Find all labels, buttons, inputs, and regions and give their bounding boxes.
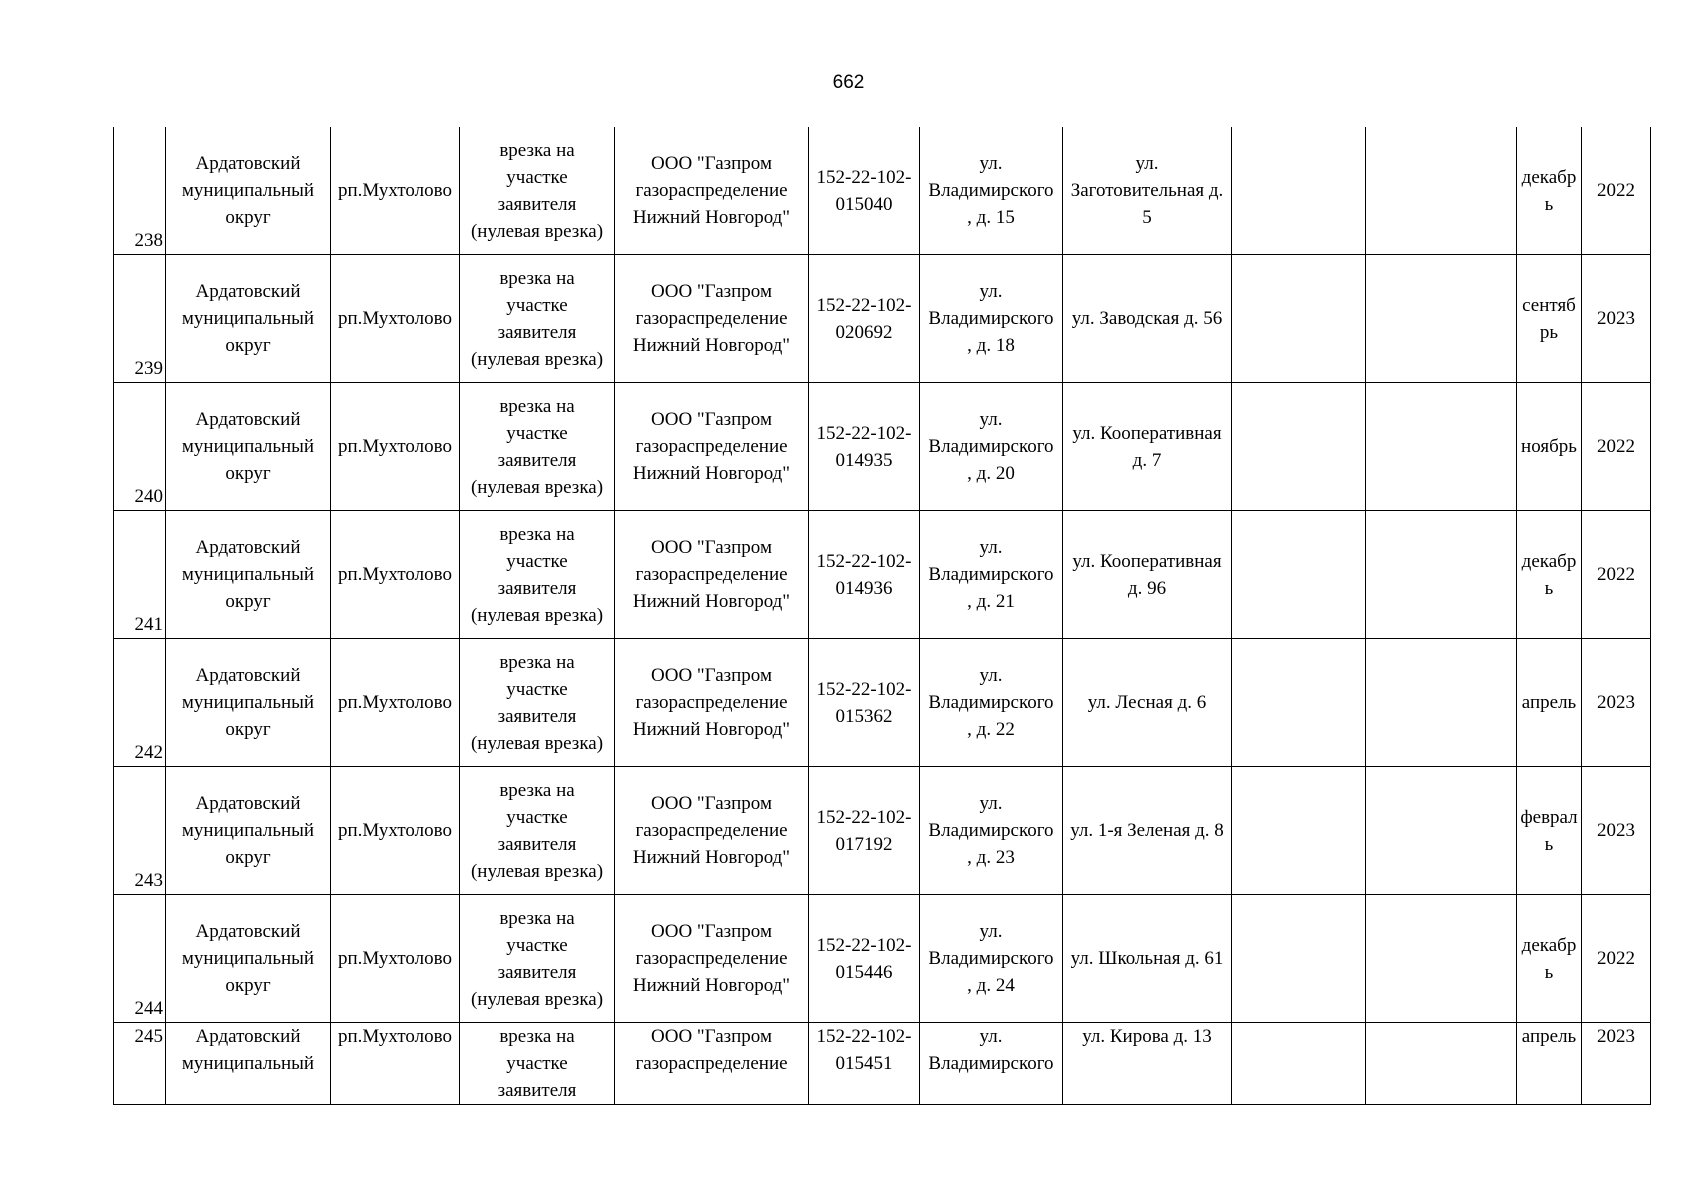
district-cell — [166, 639, 331, 767]
object-address-cell-line: Владимирского — [928, 948, 1054, 969]
connection-method-cell-line: врезка на — [499, 395, 575, 417]
empty-cell-a — [1232, 895, 1366, 1023]
empty-cell-a — [1232, 383, 1366, 511]
empty-cell-b — [1366, 383, 1517, 511]
application-code-cell — [809, 383, 920, 511]
object-address-cell — [920, 255, 1063, 383]
district-cell — [166, 511, 331, 639]
district-cell — [166, 255, 331, 383]
connection-method-cell-line: заявителя — [497, 1080, 577, 1101]
object-address-cell-line: , д. 18 — [967, 335, 1015, 356]
year-cell: 2022 — [1582, 127, 1651, 255]
connection-address-cell — [1063, 895, 1232, 1023]
connection-method-cell-line: врезка на — [499, 651, 575, 673]
month-cell — [1517, 383, 1582, 511]
empty-cell-a — [1232, 511, 1366, 639]
empty-cell-a — [1232, 767, 1366, 895]
month-cell-line: феврал — [1520, 806, 1578, 828]
object-address-cell-line: ул. — [979, 1026, 1003, 1047]
connection-method-cell-line: участке — [506, 678, 568, 700]
district-cell — [166, 895, 331, 1023]
application-code-cell-line: 152-22-102- — [816, 294, 912, 316]
month-cell-line: ь — [1544, 577, 1554, 599]
object-address-cell — [920, 511, 1063, 639]
connection-method-cell — [460, 895, 615, 1023]
object-address-cell-line: , д. 24 — [967, 975, 1015, 996]
year-cell: 2022 — [1582, 511, 1651, 639]
object-address-cell-line: , д. 15 — [967, 207, 1015, 228]
district-cell — [166, 383, 331, 511]
district-cell-line: Ардатовский — [195, 665, 301, 686]
object-address-cell-line: ул. — [979, 409, 1003, 430]
connection-method-cell-line: (нулевая врезка) — [470, 732, 604, 754]
object-address-cell — [920, 1023, 1063, 1105]
organization-cell — [615, 383, 809, 511]
organization-cell-line: Нижний Новгород" — [632, 847, 791, 868]
connection-method-cell-line: участке — [506, 806, 568, 828]
settlement-cell: рп.Мухтолово — [331, 1023, 460, 1105]
district-cell-line: муниципальный — [181, 564, 315, 585]
district-cell-line: округ — [225, 463, 271, 484]
row-number-cell: 241 — [114, 511, 166, 639]
empty-cell-a — [1232, 127, 1366, 255]
organization-cell-line: газораспределение — [635, 1053, 788, 1074]
organization-cell-line: Нижний Новгород" — [632, 335, 791, 356]
object-address-cell-line: Владимирского — [928, 820, 1054, 841]
connection-method-cell-line: заявителя — [497, 577, 577, 599]
organization-cell-line: Нижний Новгород" — [632, 719, 791, 740]
month-cell — [1517, 895, 1582, 1023]
application-code-cell-line: 152-22-102- — [816, 1026, 912, 1047]
application-code-cell-line: 014936 — [835, 577, 893, 599]
application-code-cell-line: 152-22-102- — [816, 934, 912, 956]
row-number-cell: 243 — [114, 767, 166, 895]
district-cell-line: округ — [225, 207, 271, 228]
organization-cell-line: Нижний Новгород" — [632, 207, 791, 228]
row-number-cell: 240 — [114, 383, 166, 511]
application-code-cell-line: 014935 — [835, 449, 893, 471]
year-cell: 2022 — [1582, 895, 1651, 1023]
connection-method-cell-line: участке — [506, 166, 568, 188]
organization-cell-line: газораспределение — [635, 436, 788, 457]
object-address-cell — [920, 895, 1063, 1023]
connection-method-cell-line: врезка на — [499, 1026, 575, 1047]
organization-cell-line: ООО "Газпром — [651, 537, 772, 558]
connection-method-cell-line: участке — [506, 934, 568, 956]
connection-method-cell — [460, 255, 615, 383]
month-cell — [1517, 511, 1582, 639]
row-number-cell: 242 — [114, 639, 166, 767]
connection-address-cell — [1063, 511, 1232, 639]
connection-method-cell — [460, 1023, 615, 1105]
connection-method-cell — [460, 639, 615, 767]
district-cell-line: округ — [225, 719, 271, 740]
district-cell — [166, 767, 331, 895]
connection-method-cell-line: заявителя — [497, 833, 577, 855]
connection-method-cell-line: заявителя — [497, 705, 577, 727]
object-address-cell-line: ул. — [979, 537, 1003, 558]
object-address-cell-line: , д. 21 — [967, 591, 1015, 612]
empty-cell-a — [1232, 255, 1366, 383]
connection-address-cell — [1063, 639, 1232, 767]
object-address-cell-line: ул. — [979, 793, 1003, 814]
row-number-cell: 239 — [114, 255, 166, 383]
application-code-cell — [809, 1023, 920, 1105]
table-row — [114, 767, 1651, 895]
district-cell-line: муниципальный — [181, 436, 315, 457]
district-cell-line: муниципальный — [181, 692, 315, 713]
application-code-cell-line: 152-22-102- — [816, 678, 912, 700]
application-code-cell-line: 152-22-102- — [816, 550, 912, 572]
connection-method-cell-line: (нулевая врезка) — [470, 220, 604, 242]
month-cell-line: апрель — [1521, 692, 1577, 713]
year-cell: 2023 — [1582, 639, 1651, 767]
organization-cell — [615, 255, 809, 383]
month-cell-line: рь — [1539, 321, 1559, 343]
connection-address-cell-line: ул. Кооперативная — [1072, 422, 1222, 444]
organization-cell-line: ООО "Газпром — [651, 665, 772, 686]
organization-cell-line: ООО "Газпром — [651, 153, 772, 174]
connection-address-cell-line: д. 96 — [1127, 577, 1167, 599]
district-cell-line: муниципальный — [181, 948, 315, 969]
connection-address-cell-line: ул. Заводская д. 56 — [1071, 308, 1223, 329]
district-cell-line: Ардатовский — [195, 281, 301, 302]
organization-cell-line: газораспределение — [635, 308, 788, 329]
connection-address-cell — [1063, 127, 1232, 255]
object-address-cell-line: Владимирского — [928, 692, 1054, 713]
empty-cell-b — [1366, 255, 1517, 383]
connection-method-cell-line: участке — [506, 550, 568, 572]
connection-method-cell-line: врезка на — [499, 139, 575, 161]
settlement-cell: рп.Мухтолово — [331, 639, 460, 767]
month-cell-line: декабр — [1521, 166, 1577, 188]
connection-method-cell-line: участке — [506, 294, 568, 316]
organization-cell — [615, 511, 809, 639]
organization-cell — [615, 639, 809, 767]
district-cell-line: округ — [225, 975, 271, 996]
empty-cell-a — [1232, 1023, 1366, 1105]
row-number-cell: 238 — [114, 127, 166, 255]
year-cell: 2022 — [1582, 383, 1651, 511]
organization-cell-line: ООО "Газпром — [651, 281, 772, 302]
object-address-cell-line: , д. 22 — [967, 719, 1015, 740]
district-cell-line: Ардатовский — [195, 921, 301, 942]
district-cell-line: Ардатовский — [195, 153, 301, 174]
connection-method-cell-line: заявителя — [497, 961, 577, 983]
settlement-cell: рп.Мухтолово — [331, 511, 460, 639]
connection-address-cell-line: ул. — [1135, 153, 1159, 174]
organization-cell — [615, 1023, 809, 1105]
application-code-cell — [809, 895, 920, 1023]
application-code-cell-line: 152-22-102- — [816, 422, 912, 444]
object-address-cell-line: Владимирского — [928, 436, 1054, 457]
settlement-cell: рп.Мухтолово — [331, 127, 460, 255]
application-code-cell — [809, 767, 920, 895]
connection-address-cell-line: ул. Лесная д. 6 — [1087, 692, 1207, 713]
application-code-cell-line: 020692 — [835, 321, 893, 343]
application-code-cell — [809, 511, 920, 639]
object-address-cell-line: Владимирского — [928, 1053, 1054, 1074]
settlement-cell: рп.Мухтолово — [331, 255, 460, 383]
object-address-cell — [920, 383, 1063, 511]
connection-method-cell — [460, 127, 615, 255]
organization-cell-line: ООО "Газпром — [651, 1026, 772, 1047]
empty-cell-b — [1366, 127, 1517, 255]
month-cell-line: ноябрь — [1521, 436, 1577, 457]
district-cell-line: округ — [225, 335, 271, 356]
connection-method-cell-line: заявителя — [497, 449, 577, 471]
table-row — [114, 383, 1651, 511]
organization-cell-line: Нижний Новгород" — [632, 463, 791, 484]
table-row — [114, 511, 1651, 639]
empty-cell-b — [1366, 895, 1517, 1023]
month-cell — [1517, 1023, 1582, 1105]
district-cell — [166, 1023, 331, 1105]
connection-method-cell-line: (нулевая врезка) — [470, 604, 604, 626]
empty-cell-b — [1366, 767, 1517, 895]
connection-address-cell-line: ул. Кирова д. 13 — [1082, 1026, 1212, 1047]
object-address-cell-line: , д. 23 — [967, 847, 1015, 868]
organization-cell-line: газораспределение — [635, 948, 788, 969]
connection-method-cell-line: заявителя — [497, 321, 577, 343]
empty-cell-b — [1366, 511, 1517, 639]
connection-method-cell-line: заявителя — [497, 193, 577, 215]
organization-cell-line: газораспределение — [635, 692, 788, 713]
organization-cell-line: газораспределение — [635, 564, 788, 585]
connection-method-cell-line: врезка на — [499, 523, 575, 545]
organization-cell — [615, 127, 809, 255]
application-code-cell — [809, 639, 920, 767]
table-row — [114, 639, 1651, 767]
connection-method-cell-line: участке — [506, 1053, 568, 1074]
settlement-cell: рп.Мухтолово — [331, 767, 460, 895]
month-cell-line: сентяб — [1522, 294, 1576, 316]
month-cell-line: ь — [1544, 833, 1554, 855]
district-cell-line: Ардатовский — [195, 793, 301, 814]
connection-method-cell-line: врезка на — [499, 267, 575, 289]
connection-method-cell — [460, 511, 615, 639]
gas-connection-table-wrap — [113, 127, 1651, 1105]
object-address-cell-line: ул. — [979, 281, 1003, 302]
district-cell — [166, 127, 331, 255]
district-cell-line: муниципальный — [181, 820, 315, 841]
empty-cell-a — [1232, 639, 1366, 767]
object-address-cell-line: Владимирского — [928, 308, 1054, 329]
district-cell-line: муниципальный — [181, 1053, 315, 1074]
object-address-cell — [920, 767, 1063, 895]
page-number: 662 — [832, 72, 865, 93]
table-row — [114, 895, 1651, 1023]
row-number-cell: 245 — [114, 1023, 166, 1105]
object-address-cell-line: ул. — [979, 921, 1003, 942]
row-number-cell: 244 — [114, 895, 166, 1023]
connection-address-cell-line: ул. 1-я Зеленая д. 8 — [1070, 820, 1224, 841]
organization-cell-line: ООО "Газпром — [651, 409, 772, 430]
district-cell-line: Ардатовский — [195, 537, 301, 558]
application-code-cell — [809, 255, 920, 383]
connection-method-cell-line: (нулевая врезка) — [470, 348, 604, 370]
month-cell — [1517, 767, 1582, 895]
object-address-cell-line: ул. — [979, 153, 1003, 174]
year-cell: 2023 — [1582, 767, 1651, 895]
month-cell — [1517, 639, 1582, 767]
application-code-cell-line: 015040 — [835, 193, 893, 215]
object-address-cell — [920, 639, 1063, 767]
month-cell — [1517, 127, 1582, 255]
district-cell-line: Ардатовский — [195, 409, 301, 430]
month-cell — [1517, 255, 1582, 383]
application-code-cell-line: 015451 — [835, 1053, 893, 1074]
organization-cell — [615, 767, 809, 895]
gas-connection-table — [113, 127, 1651, 1105]
district-cell-line: муниципальный — [181, 180, 315, 201]
object-address-cell-line: ул. — [979, 665, 1003, 686]
application-code-cell-line: 015446 — [835, 961, 893, 983]
connection-method-cell-line: врезка на — [499, 779, 575, 801]
district-cell-line: округ — [225, 847, 271, 868]
object-address-cell-line: , д. 20 — [967, 463, 1015, 484]
year-cell: 2023 — [1582, 255, 1651, 383]
connection-method-cell-line: (нулевая врезка) — [470, 988, 604, 1010]
connection-address-cell — [1063, 767, 1232, 895]
district-cell-line: Ардатовский — [195, 1026, 301, 1047]
connection-method-cell-line: (нулевая врезка) — [470, 860, 604, 882]
connection-method-cell-line: врезка на — [499, 907, 575, 929]
year-cell: 2023 — [1582, 1023, 1651, 1105]
application-code-cell — [809, 127, 920, 255]
settlement-cell: рп.Мухтолово — [331, 383, 460, 511]
organization-cell-line: Нижний Новгород" — [632, 591, 791, 612]
empty-cell-b — [1366, 639, 1517, 767]
organization-cell-line: газораспределение — [635, 180, 788, 201]
application-code-cell-line: 015362 — [835, 705, 893, 727]
connection-method-cell-line: (нулевая врезка) — [470, 476, 604, 498]
table-row — [114, 1023, 1651, 1105]
organization-cell — [615, 895, 809, 1023]
object-address-cell — [920, 127, 1063, 255]
district-cell-line: округ — [225, 591, 271, 612]
connection-address-cell-line: ул. Кооперативная — [1072, 550, 1222, 572]
empty-cell-b — [1366, 1023, 1517, 1105]
application-code-cell-line: 152-22-102- — [816, 806, 912, 828]
table-row — [114, 127, 1651, 255]
connection-address-cell — [1063, 1023, 1232, 1105]
connection-address-cell-line: ул. Школьная д. 61 — [1070, 948, 1224, 969]
application-code-cell-line: 152-22-102- — [816, 166, 912, 188]
organization-cell-line: газораспределение — [635, 820, 788, 841]
month-cell-line: декабр — [1521, 934, 1577, 956]
connection-method-cell — [460, 383, 615, 511]
month-cell-line: апрель — [1521, 1026, 1577, 1047]
connection-address-cell — [1063, 383, 1232, 511]
connection-method-cell — [460, 767, 615, 895]
district-cell-line: муниципальный — [181, 308, 315, 329]
month-cell-line: ь — [1544, 961, 1554, 983]
application-code-cell-line: 017192 — [835, 833, 893, 855]
connection-address-cell — [1063, 255, 1232, 383]
month-cell-line: декабр — [1521, 550, 1577, 572]
table-row — [114, 255, 1651, 383]
connection-address-cell-line: Заготовительная д. — [1070, 180, 1224, 201]
settlement-cell: рп.Мухтолово — [331, 895, 460, 1023]
organization-cell-line: Нижний Новгород" — [632, 975, 791, 996]
object-address-cell-line: Владимирского — [928, 564, 1054, 585]
table-body — [114, 127, 1651, 1105]
connection-method-cell-line: участке — [506, 422, 568, 444]
organization-cell-line: ООО "Газпром — [651, 921, 772, 942]
object-address-cell-line: Владимирского — [928, 180, 1054, 201]
month-cell-line: ь — [1544, 193, 1554, 215]
connection-address-cell-line: д. 7 — [1132, 449, 1162, 471]
connection-address-cell-line: 5 — [1142, 207, 1152, 228]
organization-cell-line: ООО "Газпром — [651, 793, 772, 814]
